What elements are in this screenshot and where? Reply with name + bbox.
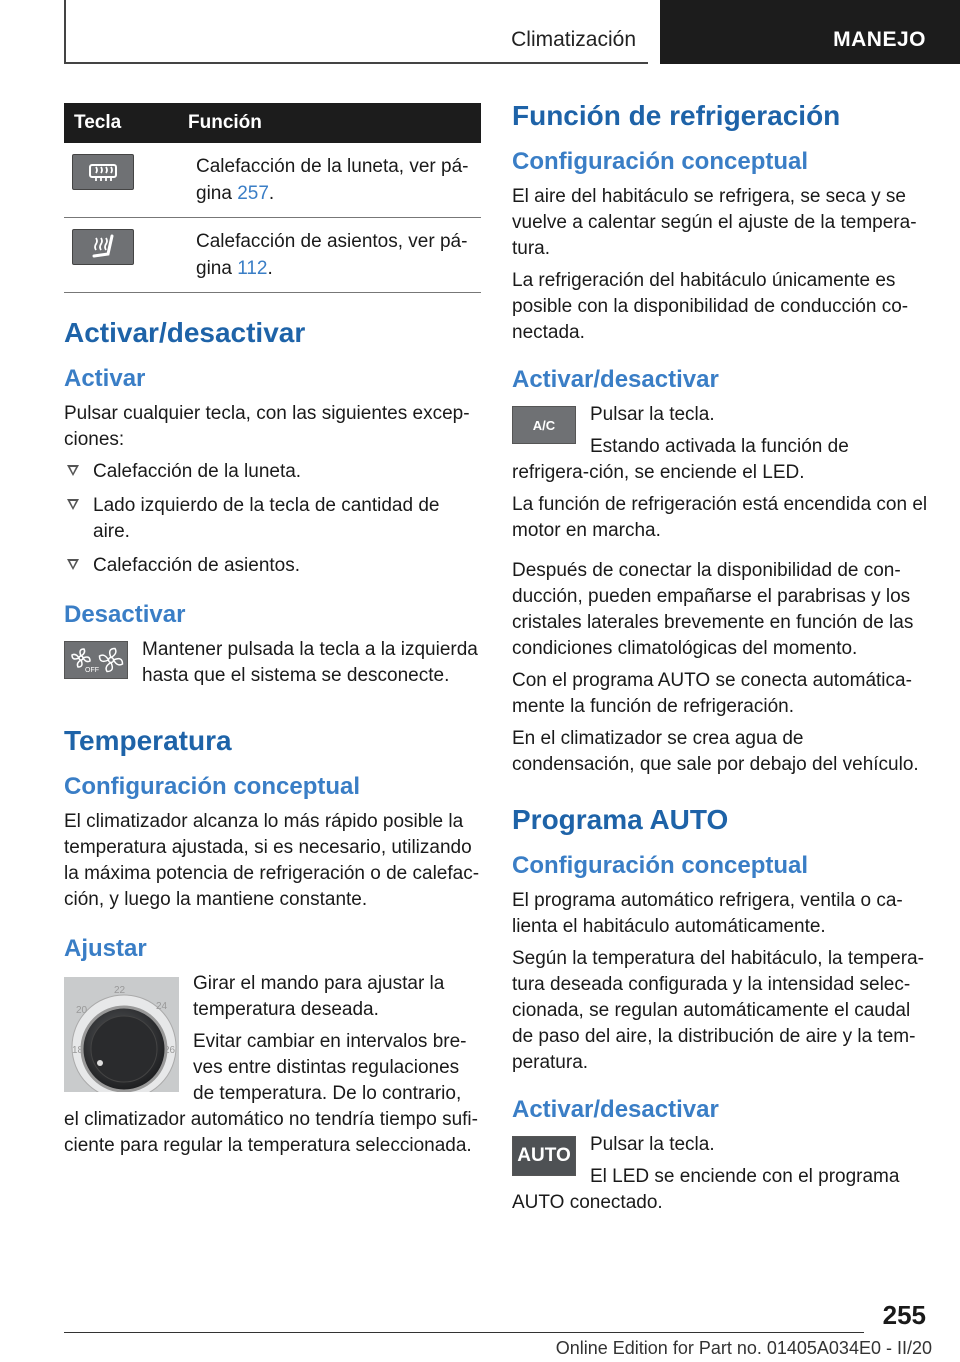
auto-text-3: Pulsar la tecla.: [590, 1134, 715, 1155]
left-column: [64, 103, 481, 1165]
fan-off-key-icon: [64, 641, 128, 679]
desactivar-text: Mantener pulsada la tecla a la izquierda hasta que el sistema se desconecte.: [142, 639, 478, 686]
row-text: Calefacción de asientos, ver pá-: [196, 231, 468, 252]
triangle-bullet-icon: [67, 559, 79, 570]
page-link[interactable]: 112: [237, 258, 268, 279]
temperatura-text: El climatizador alcanza lo más rápido posible la temperatura ajustada, si es necesario, utilizando la máxima potencia de refrigeración o de calefac-ción, y luego la mantiene constante.: [64, 811, 480, 910]
page-header: [0, 0, 960, 66]
page-link[interactable]: 257: [237, 183, 269, 204]
ajustar-text-2: Evitar cambiar en intervalos bre-ves entre distintas regulaciones de temperatura. De lo contrario, el climatizador automático no tendría tiempo sufi-ciente para regular la temperatura seleccionada.: [64, 1031, 478, 1156]
page-number: 255: [882, 1300, 926, 1330]
heading-activar-desactivar-ac: Activar/desactivar: [512, 366, 719, 393]
heading-ajustar: Ajustar: [64, 935, 147, 962]
footer-rule: [64, 1332, 864, 1333]
heading-temperatura: Temperatura: [64, 725, 232, 756]
heading-activar: Activar: [64, 365, 146, 392]
exceptions-list: [64, 459, 481, 579]
temperature-dial-icon: [64, 977, 179, 1092]
svg-text:OFF: OFF: [85, 667, 99, 674]
rear-window-heat-icon: [72, 154, 134, 190]
ac-text-4: Después de conectar la disponibilidad de con-ducción, pueden empañarse el parabrisas y los cristales laterales brevemente en función de las condiciones climatológicas del momento.: [512, 560, 914, 659]
ac-text-3: La función de refrigeración está encendida con el motor en marcha.: [512, 494, 928, 541]
dial-label: 24: [156, 1001, 168, 1012]
heading-programa-auto: Programa AUTO: [512, 804, 729, 835]
heading-funcion-refrigeracion: Función de refrigeración: [512, 100, 841, 131]
edition-note: Online Edition for Part no. 01405A034E0 - II/20: [555, 1338, 932, 1358]
config-text-1: El aire del habitáculo se refrigera, se seca y se vuelve a calentar según el ajuste de la tempera-tura.: [512, 186, 917, 259]
auto-text-2: Según la temperatura del habitáculo, la tempera-tura deseada configurada y la intensidad selec-cionada, se regulan automáticamente el caudal de paso del aire, la distribución de aire y la tem-peratura.: [512, 948, 924, 1073]
dial-label: 20: [76, 1005, 88, 1016]
auto-text-4: El LED se enciende con el programa AUTO conectado.: [512, 1166, 900, 1213]
ac-text-5: Con el programa AUTO se conecta automática-mente la función de refrigeración.: [512, 670, 912, 717]
table-header-key: Tecla: [64, 103, 188, 143]
right-column: [512, 100, 930, 1222]
ac-text-1: Pulsar la tecla.: [590, 404, 715, 425]
ajustar-text-1: Girar el mando para ajustar la temperatura deseada.: [193, 973, 445, 1020]
seat-heat-icon: [72, 229, 134, 265]
section-title: Climatización: [511, 28, 636, 51]
chapter-tab: [660, 0, 960, 64]
table-header-function: Función: [188, 103, 481, 143]
heading-activar-desactivar: Activar/desactivar: [64, 317, 306, 348]
triangle-bullet-icon: [67, 465, 79, 476]
activar-text: Pulsar cualquier tecla, con las siguientes excep-ciones:: [64, 403, 470, 450]
config-text-2: La refrigeración del habitáculo únicamente es posible con la disponibilidad de conducción co-nectada.: [512, 270, 909, 343]
list-item: Calefacción de asientos.: [64, 553, 481, 579]
key-function-table: [64, 103, 481, 293]
chapter-label: MANEJO: [833, 28, 926, 51]
auto-text-1: El programa automático refrigera, ventila o ca-lienta el habitáculo automáticamente.: [512, 890, 903, 937]
ac-text-2: Estando activada la función de refrigera-ción, se enciende el LED.: [512, 436, 849, 483]
list-item: Calefacción de la luneta.: [64, 459, 481, 485]
ac-text-6: En el climatizador se crea agua de condensación, que sale por debajo del vehículo.: [512, 728, 919, 775]
auto-key-icon: AUTO: [512, 1136, 576, 1176]
header-rule-vertical: [64, 0, 66, 64]
header-rule-horizontal: [64, 62, 648, 64]
heading-activar-desactivar-auto: Activar/desactivar: [512, 1096, 719, 1123]
ac-key-icon: A/C: [512, 406, 576, 444]
row-text: Calefacción de la luneta, ver pá-: [196, 156, 469, 177]
triangle-bullet-icon: [67, 499, 79, 510]
heading-configuracion-temp: Configuración conceptual: [64, 773, 361, 800]
table-row: Calefacción de la luneta, ver pá- gina 257.: [64, 143, 481, 218]
dial-label: 26: [164, 1045, 176, 1056]
list-item: Lado izquierdo de la tecla de cantidad de aire.: [64, 493, 481, 545]
table-row: Calefacción de asientos, ver pá- gina 112.: [64, 218, 481, 293]
heading-configuracion-refrig: Configuración conceptual: [512, 148, 809, 175]
dial-label: 22: [114, 985, 126, 996]
heading-desactivar: Desactivar: [64, 601, 186, 628]
heading-configuracion-auto: Configuración conceptual: [512, 852, 809, 879]
dial-label: 18: [72, 1045, 84, 1056]
